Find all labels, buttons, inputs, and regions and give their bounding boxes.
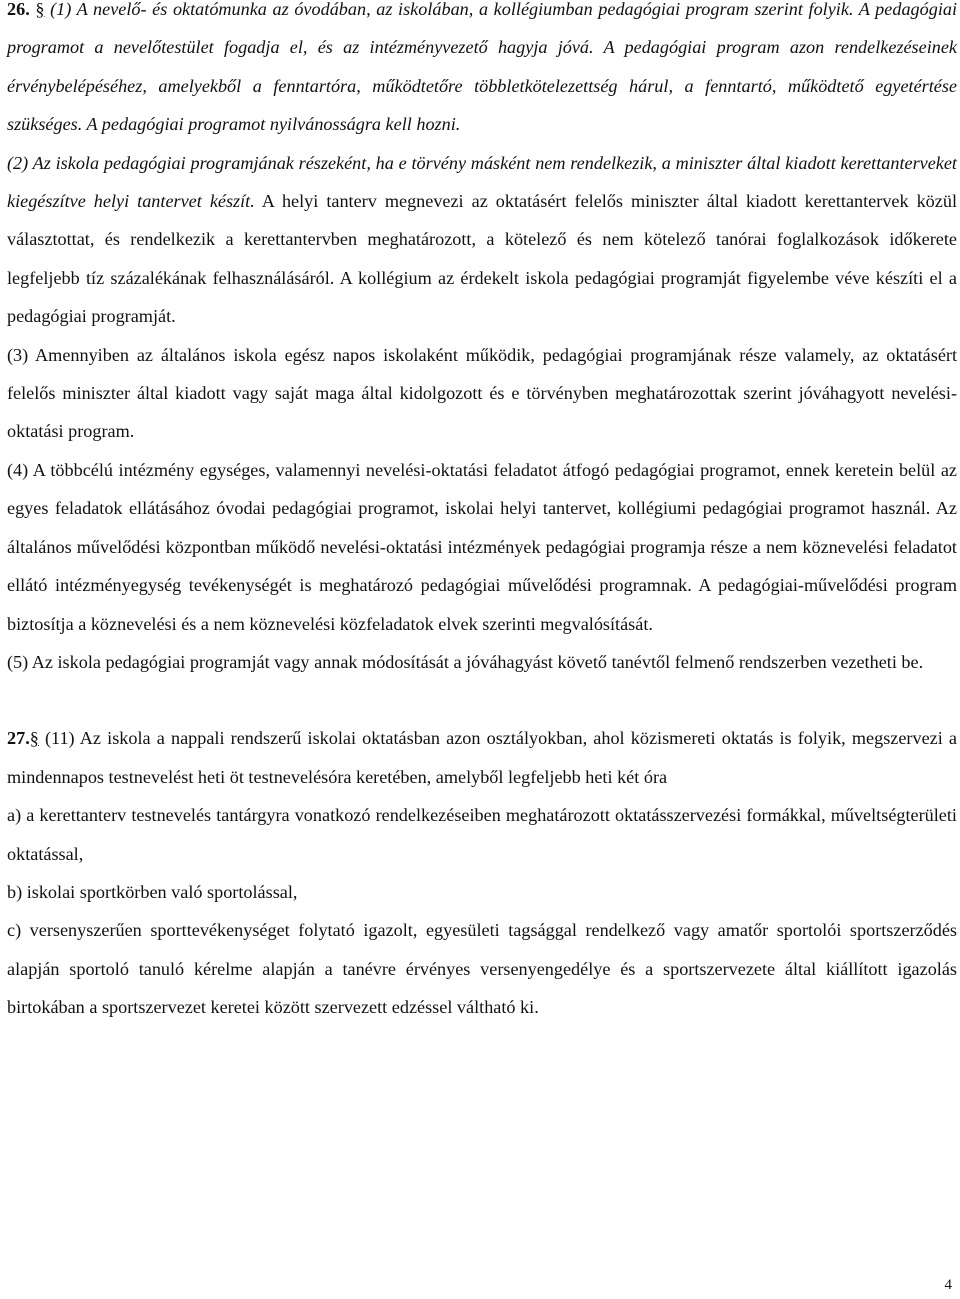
paragraph-text: (11) Az iskola a nappali rendszerű iskolai oktatásban azon osztályokban, ahol közismereti oktatás is folyik, megszervezi a mindennapos testnevelést heti öt testnevelésóra keretében, amelyből legfeljebb heti két óra [7, 728, 957, 787]
paragraph-text: A helyi tanterv megnevezi az oktatásért felelős miniszter által kiadott kerettantervek közül választottat, és rendelkezik a kerettantervben meghatározott, a kötelező és nem kötelező tanórai foglalkozások időkerete legfeljebb tíz százalékának felhasználásáról. A kollégium az érdekelt iskola pedagógiai programját figyelembe véve készíti el a pedagógiai programját. [7, 191, 958, 327]
page-number: 4 [944, 1277, 952, 1293]
document-page [7, 0, 957, 1027]
section-26-paragraph-5 [7, 643, 957, 681]
section-26-paragraph-2 [7, 144, 957, 336]
paragraph-text: (3) Amennyiben az általános iskola egész napos iskolaként működik, pedagógiai programjának része valamely, az oktatásért felelős miniszter által kiadott vagy saját maga által kidolgozott és e törvényben meghatározottak szerint jóváhagyott nevelési-oktatási program. [7, 344, 957, 442]
section-27 [7, 719, 957, 1026]
paragraph-sign: § [35, 0, 45, 19]
section-27-paragraph-1 [7, 719, 957, 796]
paragraph-text: c) versenyszerűen sporttevékenységet folytató igazolt, egyesületi tagsággal rendelkező vagy amatőr sportolói sportszerződés alapján sportoló tanuló kérelme alapján a tanévre érvényes versenyengedélye és a sportszervezete által kiállított igazolás birtokában a sportszervezet keretei között szervezett edzéssel váltható ki. [7, 920, 957, 1018]
section-26-paragraph-4 [7, 451, 957, 643]
paragraph-text-italic: (2) Az iskola pedagógiai programjának részeként, ha e törvény másként nem rendelkezik, a miniszter által kiadott kerettanterveket kiegészítve helyi tantervet készít. [7, 152, 957, 212]
section-number: 26. [7, 0, 30, 19]
paragraph-text: b) iskolai sportkörben való sportolással, [7, 881, 298, 902]
paragraph-text-italic: (1) A nevelő- és oktatómunka az óvodában, az iskolában, a kollégiumban pedagógiai program szerint folyik. A pedagógiai programot a nevelőtestület fogadja el, és az intézményvezető hagyja jóvá. A pedagógiai program azon rendelkezéseinek érvénybelépéséhez, amelyekből a fenntartóra, működtetőre többletkötelezettség hárul, a fenntartó, működtető egyetértése szükséges. A pedagógiai programot nyilvánosságra kell hozni. [7, 0, 958, 135]
paragraph-text: (5) Az iskola pedagógiai programját vagy annak módosítását a jóváhagyást követő tanévtől felmenő rendszerben vezetheti be. [7, 651, 924, 672]
section-26 [7, 0, 957, 681]
section-27-point-c [7, 911, 957, 1026]
section-26-paragraph-3 [7, 336, 957, 451]
section-26-paragraph-1 [7, 0, 957, 144]
section-number: 27. [7, 728, 30, 749]
paragraph-text: a) a kerettanterv testnevelés tantárgyra vonatkozó rendelkezéseiben meghatározott oktatásszervezési formákkal, műveltségterületi oktatással, [7, 805, 957, 864]
section-27-point-a [7, 796, 957, 873]
paragraph-sign: § [29, 728, 39, 749]
paragraph-text: (4) A többcélú intézmény egységes, valamennyi nevelési-oktatási feladatot átfogó pedagógiai programot, ennek keretein belül az egyes feladatok ellátásához óvodai pedagógiai programot, iskolai helyi tantervet, kollégiumi pedagógiai programot használ. Az általános művelődési központban működő nevelési-oktatási intézmények pedagógiai programja része a nem köznevelési feladatot ellátó intézményegység tevékenységét is meghatározó pedagógiai művelődési programnak. A pedagógiai-művelődési program biztosítja a köznevelési és a nem köznevelési közfeladatok elvek szerinti megvalósítását. [7, 459, 957, 634]
section-27-point-b [7, 873, 957, 911]
